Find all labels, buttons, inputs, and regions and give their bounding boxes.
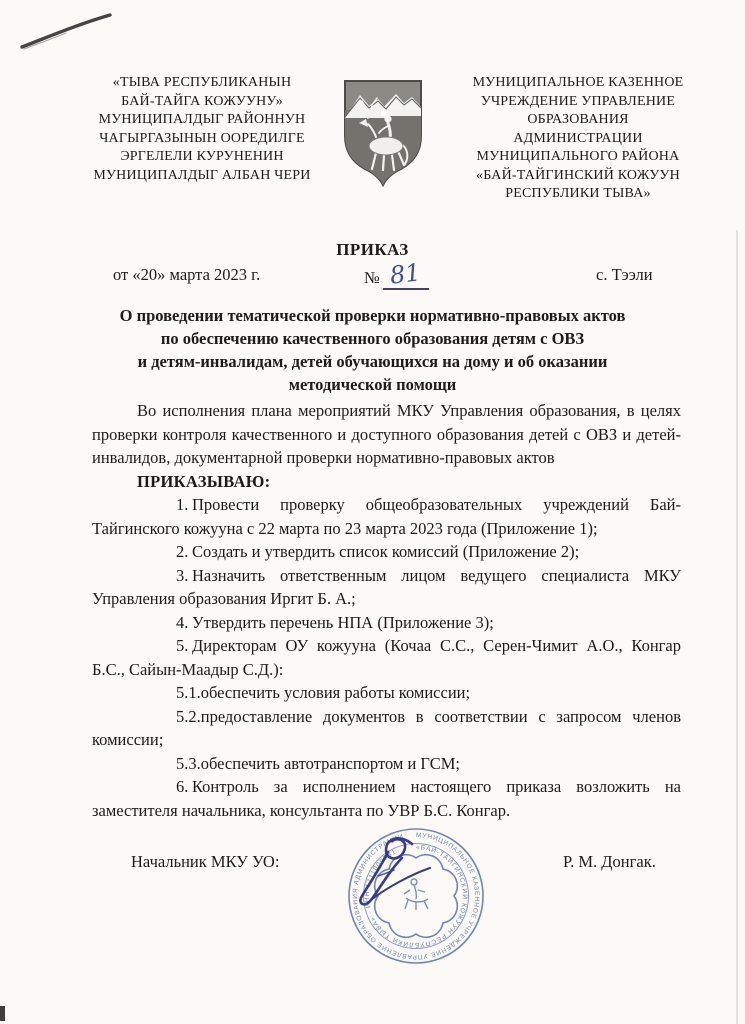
signature-ink — [334, 830, 464, 918]
item-text: Директорам ОУ кожууна (Кочаа С.С., Серен-Чимит А.О., Конгар Б.С., Сайын-Маадыр С.Д.): — [92, 636, 681, 679]
coat-of-arms-emblem — [338, 76, 428, 188]
item-number: 5.1. — [176, 683, 201, 702]
item-text: обеспечить условия работы комиссии; — [200, 683, 471, 702]
header-right-line: АДМИНИСТРАЦИИ — [513, 130, 643, 146]
order-meta-line — [0, 258, 745, 299]
header-right-line: «БАЙ-ТАЙГИНСКИЙ КОЖУУН — [476, 167, 680, 183]
signatory-role: Начальник МКУ УО: — [131, 852, 280, 871]
item-text: Контроль за исполнением настоящего приказа возложить на заместителя начальника, консультанта по УВР Б.С. Конгар. — [92, 777, 681, 820]
title-line: по обеспечению качественного образования детям с ОВЗ — [160, 329, 585, 348]
item-number: 2. — [176, 542, 189, 561]
order-item — [92, 611, 681, 635]
item-text: предоставление документов в соответствии с запросом членов комиссии; — [92, 706, 681, 749]
decree-word: ПРИКАЗЫВАЮ: — [137, 471, 271, 491]
title-line: и детям-инвалидам, детей обучающихся на дому и об оказании — [137, 352, 608, 371]
stamp-outer-ring-text: МУНИЦИПАЛЬНОЕ КАЗЕННОЕ УЧРЕЖДЕНИЕ УПРАВЛЕНИЕ ОБРАЗОВАНИЯ АДМИНИСТРАЦИИ — [351, 831, 481, 961]
number-sign: № — [364, 268, 380, 287]
header-left-line: МУНИЦИПАЛДЫГ АЛБАН ЧЕРИ — [93, 167, 311, 183]
pen-stroke-mark — [10, 5, 125, 57]
item-text: Создать и утвердить список комиссий (Приложение 2); — [192, 542, 580, 561]
title-line: методической помощи — [288, 375, 457, 394]
order-place: с. Тээли — [596, 265, 653, 284]
header-org-name-tuvan — [68, 74, 336, 185]
order-title — [0, 304, 745, 396]
order-item — [92, 540, 681, 564]
item-number: 4. — [176, 612, 189, 632]
item-text: Утвердить перечень НПА (Приложение 3); — [192, 612, 494, 632]
header-right-line: РЕСПУБЛИКИ ТЫВА» — [505, 186, 651, 201]
header-right-line: МУНИЦИПАЛЬНОЕ КАЗЕННОЕ — [472, 75, 684, 90]
header-left-line: «ТЫВА РЕСПУБЛИКАНЫН — [112, 75, 292, 90]
header-left-line: МУНИЦИПАЛДЫГ РАЙОННУН — [98, 112, 306, 127]
scan-edge-shadow — [736, 230, 738, 1024]
order-heading: ПРИКАЗ — [336, 240, 409, 259]
item-number: 3. — [176, 565, 189, 585]
item-text: Назначить ответственным лицом ведущего специалиста МКУ Управления образования Иргит Б. А.; — [92, 565, 681, 608]
header-org-name-russian — [434, 74, 722, 204]
order-date: от «20» марта 2023 г. — [113, 265, 261, 284]
order-item — [92, 493, 681, 540]
order-item — [92, 564, 681, 611]
item-number: 6. — [176, 777, 189, 796]
header-right-line: МУНИЦИПАЛЬНОГО РАЙОНА — [476, 149, 680, 164]
title-line: О проведении тематической проверки нормативно-правовых актов — [119, 306, 626, 325]
scan-corner-mark — [0, 1006, 5, 1021]
stamp-inner-ring-text: «БАЙ-ТАЙГИНСКИЙ КОЖУУН РЕСПУБЛИКИ ТЫВА» · ИНН 1711000581 — [363, 843, 469, 949]
order-number — [364, 258, 429, 290]
item-number: 5. — [176, 636, 189, 655]
handwritten-number: 81 — [388, 258, 423, 290]
header-left-line: ЭРГЕЛЕЛИ КУРУНЕНИН — [120, 149, 284, 164]
header-right-line: УЧРЕЖДЕНИЕ УПРАВЛЕНИЕ — [480, 93, 676, 109]
order-item — [92, 634, 681, 681]
signatory-name: Р. М. Донгак. — [563, 852, 656, 871]
header-right-line: ОБРАЗОВАНИЯ — [527, 112, 629, 127]
header-left-line: БАЙ-ТАЙГА КОЖУУНУ» — [121, 93, 283, 109]
item-text: обеспечить автотранспортом и ГСМ; — [200, 753, 460, 773]
item-number: 5.3. — [176, 753, 201, 773]
intro-paragraph: Во исполнения плана мероприятий МКУ Управления образования, в целях проверки контроля качественного и доступного образования детей с ОВЗ и детей-инвалидов, документарной проверки нормативно-правовых актов — [92, 401, 681, 467]
order-item — [92, 681, 681, 705]
order-item — [92, 705, 681, 752]
item-text: Провести проверку общеобразовательных учреждений Бай-Тайгинского кожууна с 22 марта по 23 марта 2023 года (Приложение 1); — [92, 495, 681, 538]
item-number: 1. — [176, 495, 189, 514]
order-item — [92, 775, 681, 822]
item-number: 5.2. — [176, 706, 201, 726]
header-left-line: ЧАГЫРГАЗЫНЫН ООРЕДИЛГЕ — [99, 130, 305, 146]
order-body — [92, 399, 681, 822]
order-item — [92, 752, 681, 776]
